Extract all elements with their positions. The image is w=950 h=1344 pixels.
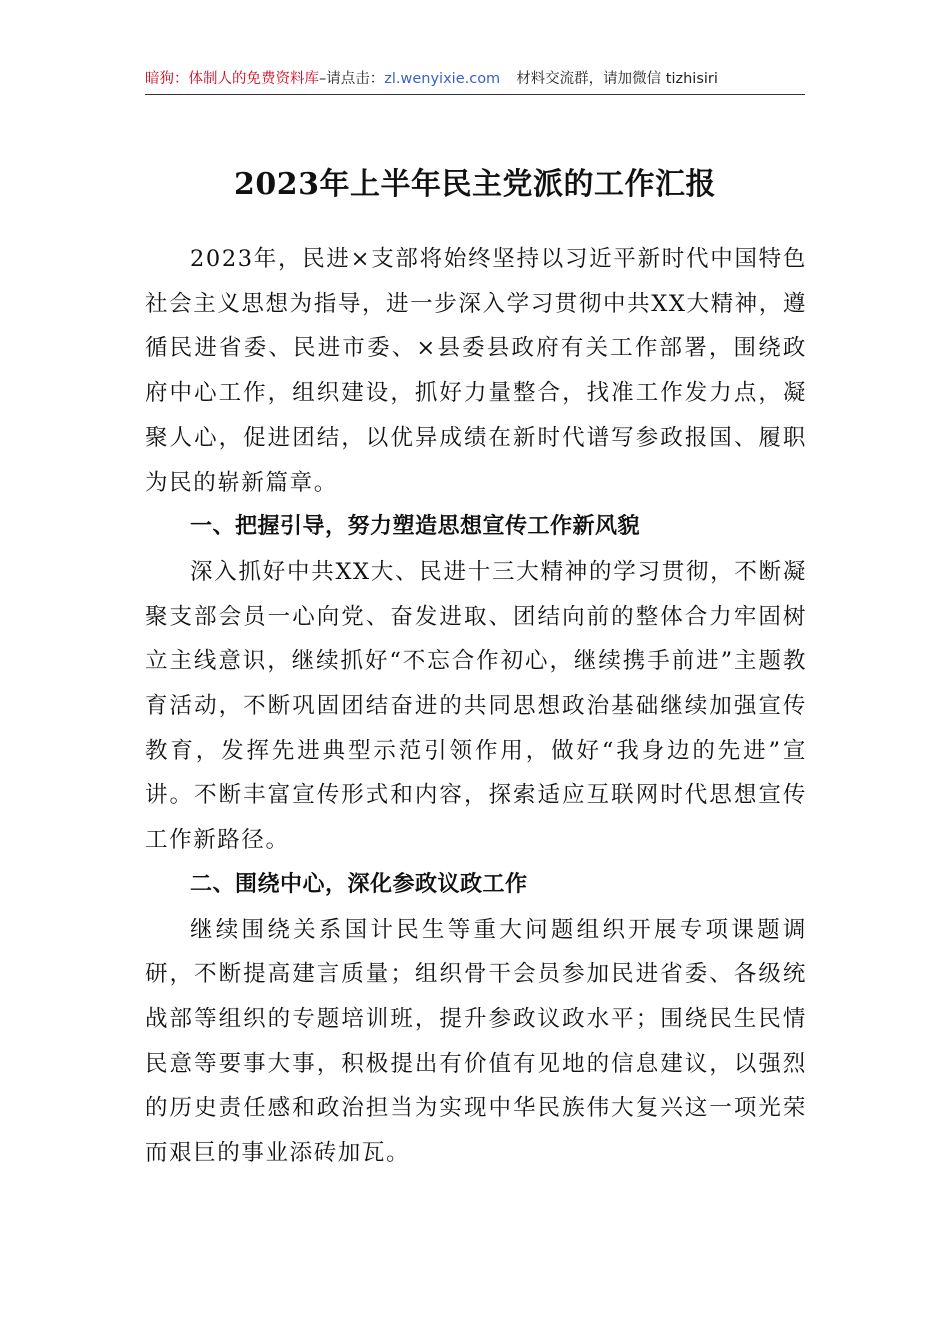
page-header — [145, 64, 805, 95]
header-group-note: 材料交流群，请加微信 tizhisiri — [516, 71, 718, 87]
section-body-2: 继续围绕关系国计民生等重大问题组织开展专项课题调研，不断提高建言质量；组织骨干会员参加民进省委、各级统战部等组织的专题培训班，提升参政议政水平；围绕民生民情民意等要事大事，积极提出有价值有见地的信息建议，以强烈的历史责任感和政治担当为实现中华民族伟大复兴这一项光荣而艰巨的事业添砖加瓦。 — [145, 916, 807, 1167]
intro-paragraph: 2023年，民进×支部将始终坚持以习近平新时代中国特色社会主义思想为指导，进一步深入学习贯彻中共XX大精神，遵循民进省委、民进市委、×县委县政府有关工作部署，围绕政府中心工作，组织建设，抓好力量整合，找准工作发力点，凝聚人心，促进团结，以优异成绩在新时代谱写参政报国、履职为民的崭新篇章。 — [145, 246, 807, 496]
header-click-prefix: –请点击： — [319, 71, 385, 87]
document-title: 2023年上半年民主党派的工作汇报 — [234, 167, 716, 202]
header-url-link[interactable]: zl.wenyixie.com — [384, 71, 501, 87]
header-brand: 暗狗：体制人的免费资料库 — [145, 71, 319, 87]
section-body-1: 深入抓好中共XX大、民进十三大精神的学习贯彻，不断凝聚支部会员一心向党、奋发进取、团结向前的整体合力牢固树立主线意识，继续抓好“不忘合作初心，继续携手前进”主题教育活动，不断巩固团结奋进的共同思想政治基础继续加强宣传教育，发挥先进典型示范引领作用，做好“我身边的先进”宣讲。不断丰富宣传形式和内容，探索适应互联网时代思想宣传工作新路径。 — [145, 558, 807, 854]
section-heading-1: 一、把握引导，努力塑造思想宣传工作新风貌 — [190, 514, 641, 540]
section-heading-2: 二、围绕中心，深化参政议政工作 — [190, 871, 528, 897]
document-body — [145, 237, 807, 1176]
